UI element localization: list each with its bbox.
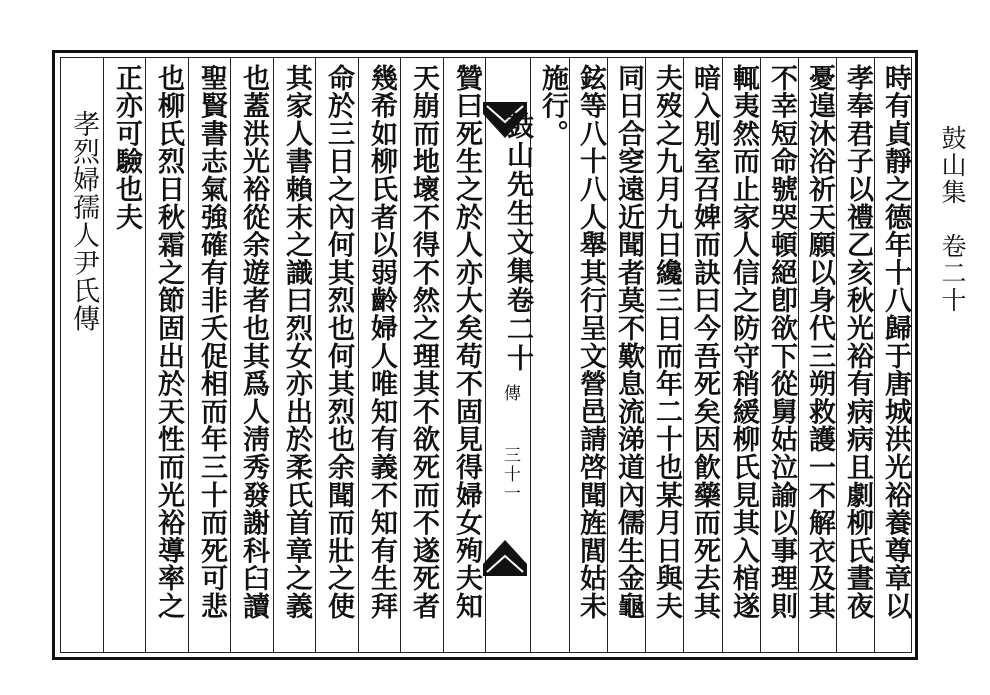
column-rule [358,57,359,653]
column-rule [145,57,146,653]
text-column: 不幸短命號哭頓絕卽欲下從舅姑泣諭以事理則 [766,64,797,620]
text-column: 天崩而地壞不得不然之理其不欲死而不遂死者 [408,64,439,620]
column-rule [188,57,189,653]
column-rule [273,57,274,653]
text-column: 暗入別室召婢而訣曰今吾死矣因飮藥而死去其 [689,64,720,620]
column-rule [874,57,875,653]
column-rule [400,57,401,653]
running-header [936,125,970,314]
next-biography-title: 孝烈婦孺人尹氏傳 [68,110,99,333]
column-rule [760,57,761,653]
text-column: 也蓋洪光裕從余遊者也其爲人淸秀發謝科臼讀 [238,64,269,620]
lower-fishtail-ornament [481,538,529,578]
text-column: 同日合窆遠近聞者莫不歎息流涕道內儒生金龜 [613,64,644,620]
column-rule [798,57,799,653]
column-rule [645,57,646,653]
text-column: 輒夷然而止家人信之防守稍緩柳氏見其入棺遂 [728,64,759,620]
text-column: 聖賢書志氣強確有非夭促相而年三十而死可悲 [196,64,227,620]
column-rule [836,57,837,653]
text-column: 其家人書賴末之識曰烈女亦出於柔氏首章之義 [281,64,312,620]
column-rule [103,57,104,653]
column-rule [230,57,231,653]
column-rule [315,57,316,653]
text-column: 夫歿之九月九日纔三日而年二十也某月日與夫 [651,64,682,620]
running-header-book: 鼓山集 [938,125,967,206]
text-column: 也柳氏烈日秋霜之節固出於天性而光裕導率之 [153,64,184,620]
text-column: 贊曰死生之於人亦大矣苟不固見得婦女殉夫知 [451,64,482,620]
text-column: 時有貞靜之德年十八歸于唐城洪光裕養尊章以 [880,64,911,620]
center-column-page-number: 三十一 [500,446,520,503]
text-column-short: 施行。 [537,64,568,148]
column-rule [569,57,570,653]
center-column-title: 鼓山先生文集卷二十 [502,112,533,373]
text-column: 憂遑沐浴祈天願以身代三朔救護一不解衣及其 [804,64,835,620]
running-header-volume: 卷二十 [938,233,967,314]
text-column: 正亦可驗也夫 [111,64,142,231]
column-rule [443,57,444,653]
column-rule [607,57,608,653]
text-column: 命於三日之內何其烈也何其烈也余聞而壯之使 [323,64,354,620]
column-rule [722,57,723,653]
text-column: 鉉等八十八人舉其行呈文營邑請啓聞旌閭姑未 [575,64,606,620]
text-column: 幾希如柳氏者以弱齡婦人唯知有義不知有生拜 [366,64,397,620]
column-rule [683,57,684,653]
center-column-section: 傳 [500,384,520,403]
text-column: 孝奉君子以禮乙亥秋光裕有病病且劇柳氏晝夜 [842,64,873,620]
